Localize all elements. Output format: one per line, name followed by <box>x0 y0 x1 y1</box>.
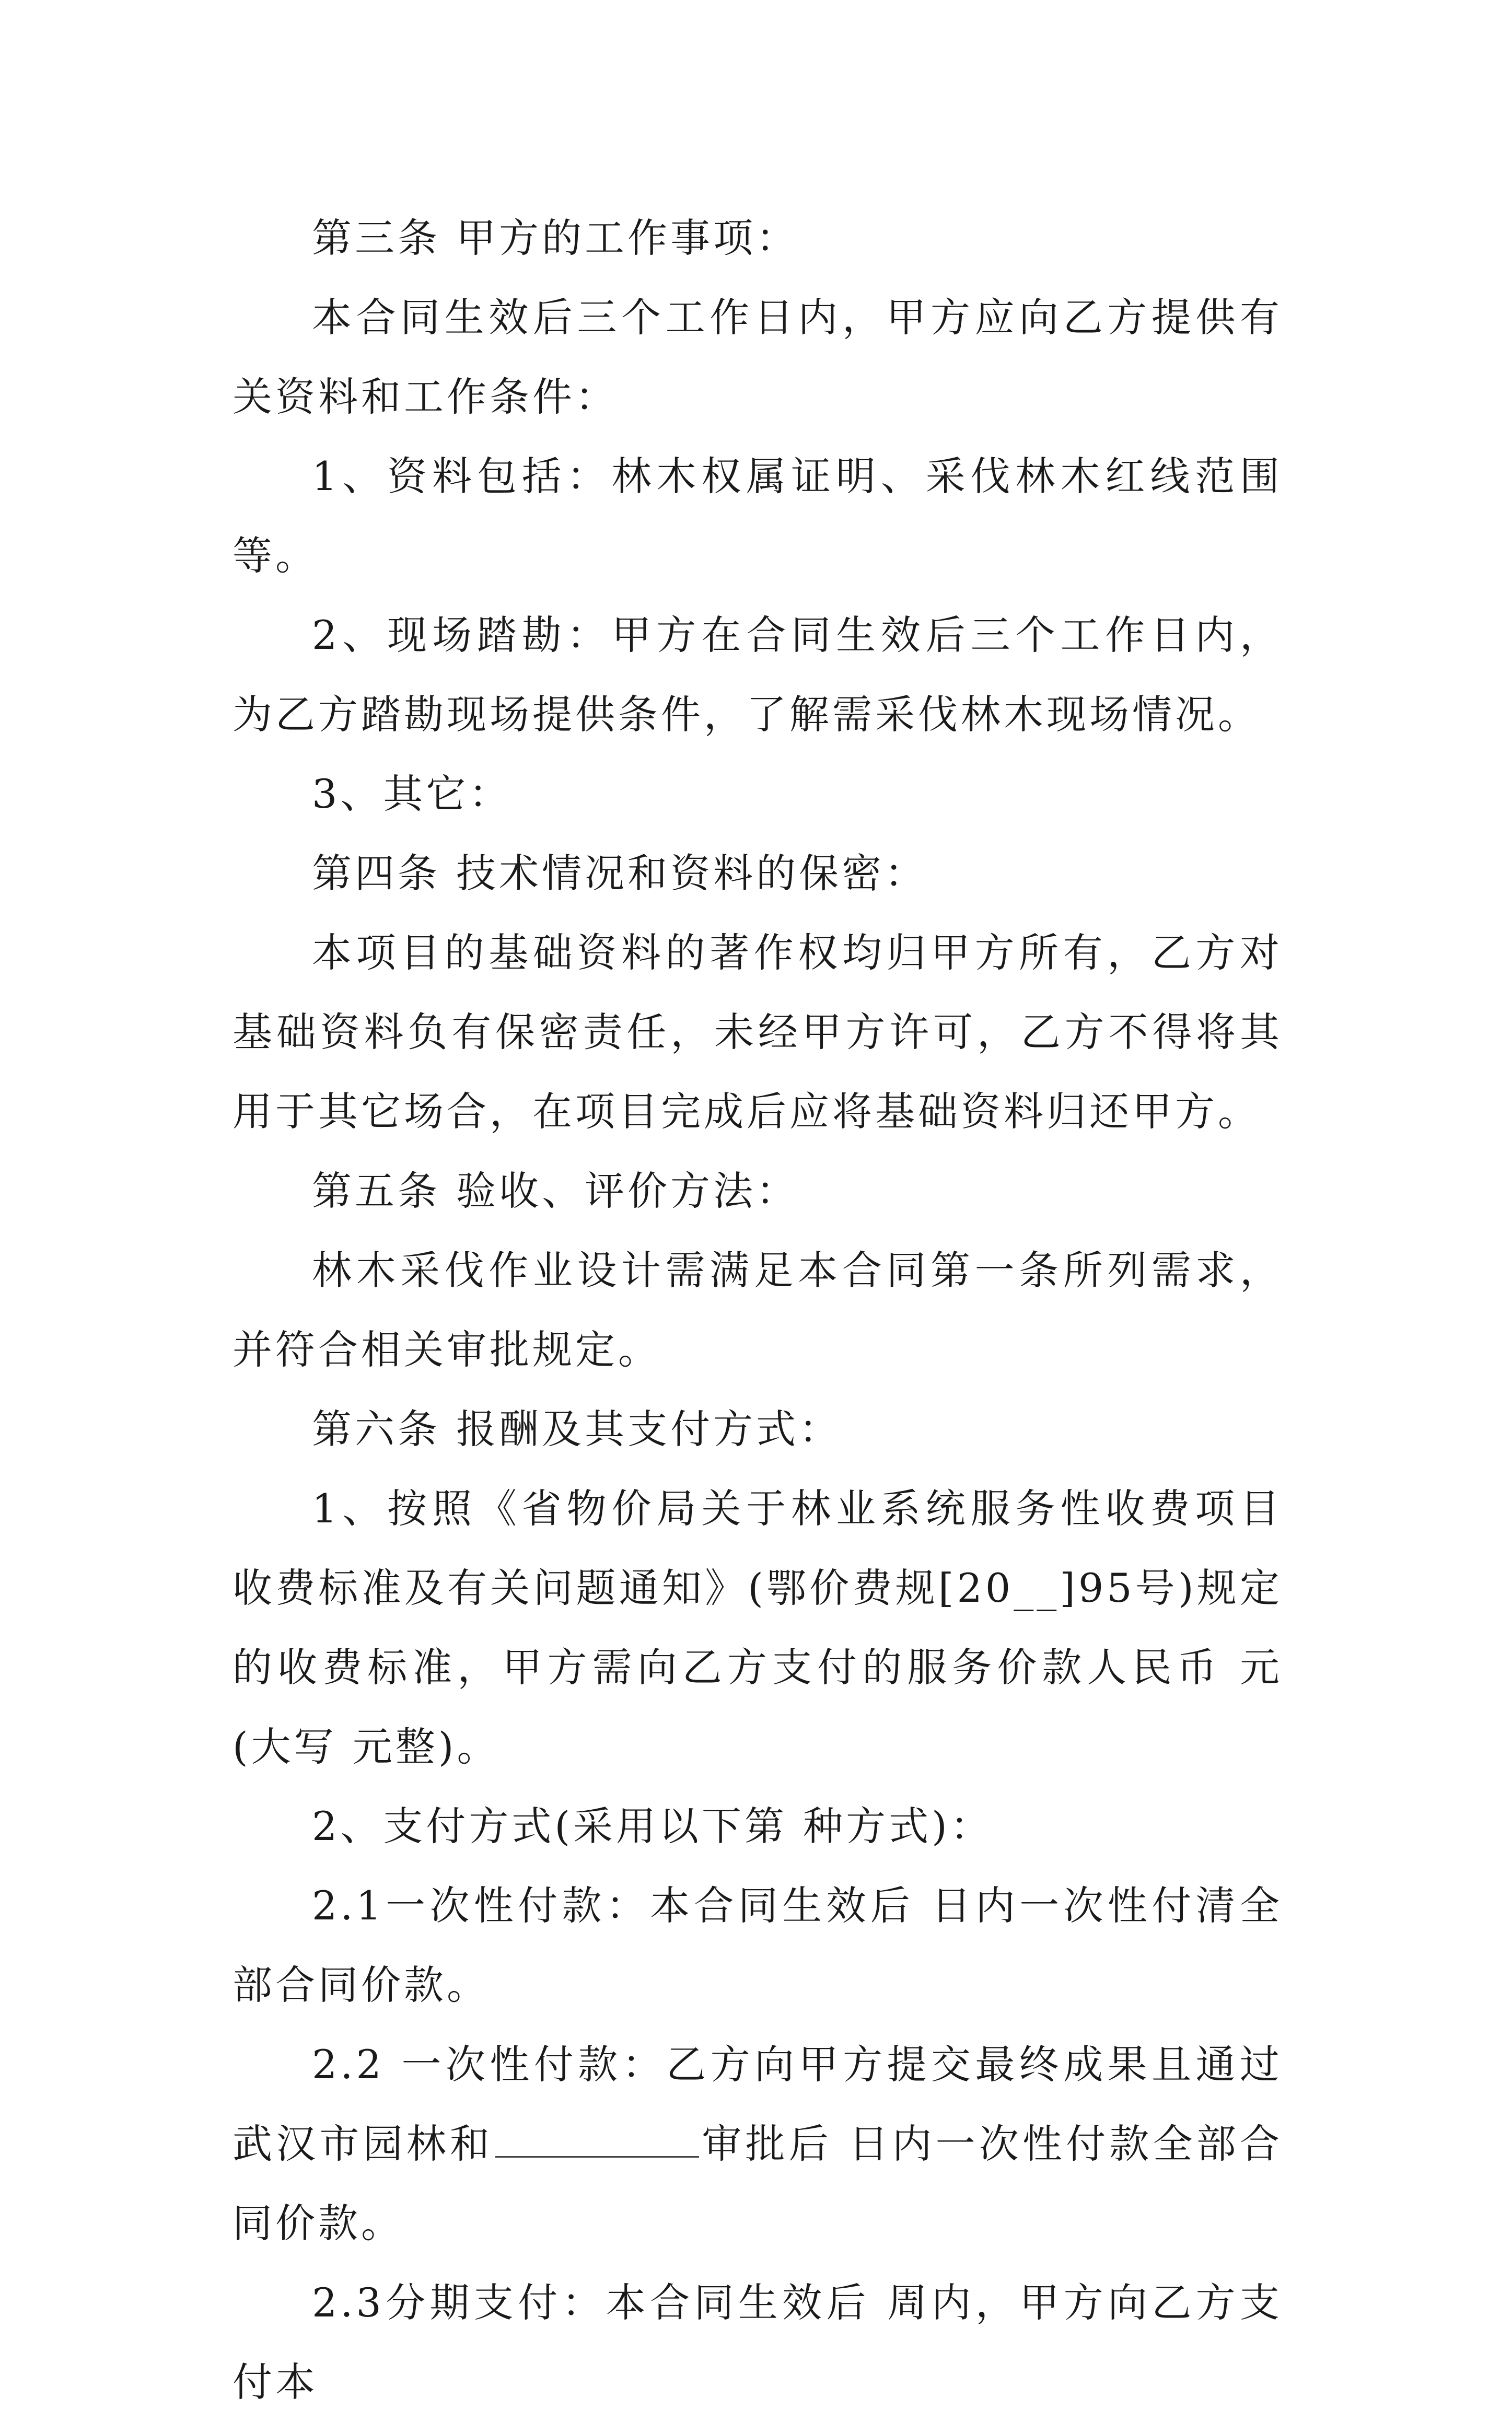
document-body <box>232 199 1283 2422</box>
article-3-heading: 第三条 甲方的工作事项： <box>312 215 799 261</box>
article-5-paragraph: 林木采伐作业设计需满足本合同第一条所列需求，并符合相关审批规定。 <box>232 1247 1283 1373</box>
article-3-item-1: 1、资料包括：林木权属证明、采伐林木红线范围等。 <box>232 453 1283 579</box>
payment-option-2-2-text-before: 2.2 一次性付款：乙方向甲方提交最终成果且通过武汉市园林和 <box>232 2041 1283 2167</box>
article-6-item-1: 1、按照《省物价局关于林业系统服务性收费项目收费标准及有关问题通知》(鄂价费规[20__]95号)规定的收费标准，甲方需向乙方支付的服务价款人民币 元(大写 元整)。 <box>232 1485 1283 1770</box>
article-3-item-3: 3、其它： <box>312 771 512 817</box>
payment-option-2-2 <box>232 2025 1283 2263</box>
payment-option-2-3: 2.3分期支付：本合同生效后 周内，甲方向乙方支付本 <box>232 2279 1283 2405</box>
article-5-heading: 第五条 验收、评价方法： <box>312 1168 799 1214</box>
payment-option-2-2-text-after: 审批后 日内一次性付款全部合同价款。 <box>232 2121 1283 2246</box>
article-3-paragraph: 本合同生效后三个工作日内，甲方应向乙方提供有关资料和工作条件： <box>232 294 1283 420</box>
article-4-heading: 第四条 技术情况和资料的保密： <box>312 850 928 896</box>
payment-option-2-1: 2.1一次性付款：本合同生效后 日内一次性付清全部合同价款。 <box>232 1882 1283 2008</box>
article-4-paragraph: 本项目的基础资料的著作权均归甲方所有，乙方对基础资料负有保密责任，未经甲方许可，乙方不得将其用于其它场合，在项目完成后应将基础资料归还甲方。 <box>232 929 1283 1135</box>
article-3-item-2: 2、现场踏勘：甲方在合同生效后三个工作日内，为乙方踏勘现场提供条件，了解需采伐林木现场情况。 <box>232 612 1283 738</box>
article-6-item-2: 2、支付方式(采用以下第 种方式)： <box>312 1803 993 1849</box>
fill-in-blank-line <box>495 2120 699 2158</box>
article-6-heading: 第六条 报酬及其支付方式： <box>312 1406 842 1452</box>
